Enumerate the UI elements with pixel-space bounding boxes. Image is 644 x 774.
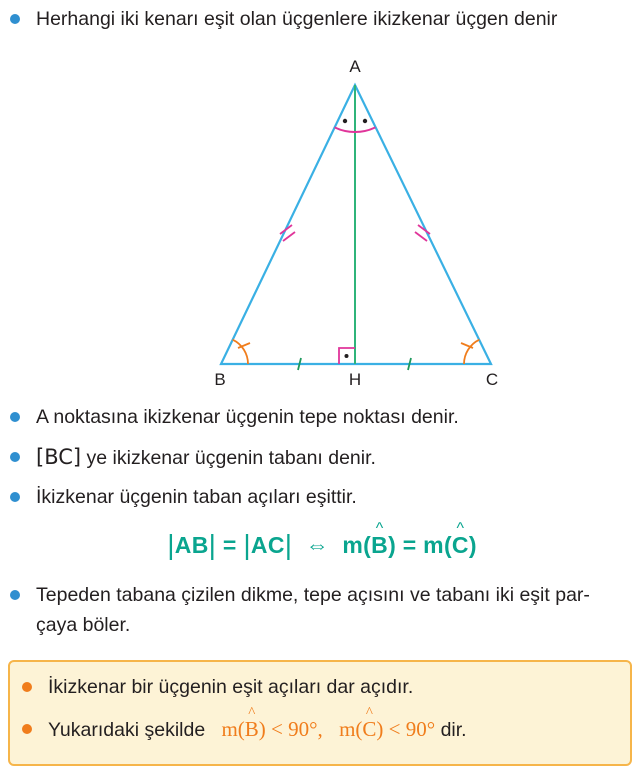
fact-altitude-text: [36, 580, 640, 640]
bullet-dot: [22, 682, 32, 692]
bullet-dot: [10, 452, 20, 462]
note-line-1-text: İkizkenar bir üçgenin eşit açıları dar açıdır.: [48, 676, 414, 698]
segment-ac: AC: [250, 532, 285, 558]
measure-m: m: [221, 717, 238, 741]
note-suffix: dir.: [435, 719, 467, 741]
angle-b-letter: B: [371, 532, 389, 558]
measure-m: m: [342, 532, 364, 558]
hat-symbol: ^: [456, 520, 465, 537]
note-line-1: [22, 672, 622, 702]
fact-altitude-line2: çaya böler.: [36, 614, 131, 636]
angle-c-arc: [464, 340, 479, 364]
angle-b-arc: [233, 340, 248, 364]
abs-bar: |: [167, 529, 175, 560]
fact-base-angles-text: İkizkenar üçgenin taban açıları eşittir.: [36, 486, 357, 508]
apex-angle-dot-right: [363, 119, 367, 123]
fact-apex-text: A noktasına ikizkenar üçgenin tepe noktası denir.: [36, 406, 459, 428]
segment-bc: [BC]: [36, 445, 82, 469]
fact-base: [10, 442, 640, 473]
hat-symbol: ^: [375, 520, 384, 537]
angle-c-inequality: [339, 705, 436, 741]
definition-text: Herhangi iki kenarı eşit olan üçgenlere ikizkenar üçgen denir: [36, 8, 558, 30]
bullet-dot: [10, 492, 20, 502]
fact-altitude: [10, 580, 640, 640]
note-line-2-prefix: Yukarıdaki şekilde: [48, 719, 206, 741]
bullet-dot: [10, 412, 20, 422]
comma: ,: [317, 717, 323, 741]
abs-bar: |: [284, 529, 293, 560]
side-ac-tick-2: [415, 232, 427, 241]
angle-b-hat: [244, 705, 259, 744]
less-than-90: < 90°: [383, 717, 436, 741]
paren-close: ): [468, 532, 477, 558]
bullet-dot: [22, 724, 32, 734]
angle-b-letter: B: [244, 717, 259, 741]
paren-close: ): [258, 717, 266, 741]
equals-sign: =: [222, 532, 237, 558]
angle-b-inequality: [221, 705, 323, 741]
foot-h-label: H: [348, 370, 362, 389]
hat-symbol: ^: [248, 705, 256, 721]
paren-close: ): [388, 532, 397, 558]
paren-open: (: [355, 717, 363, 741]
paren-open: (: [443, 532, 452, 558]
isosceles-triangle-figure: [0, 45, 644, 395]
less-than-90: < 90°: [265, 717, 318, 741]
note-box: [8, 660, 632, 766]
iff-symbol: ⇔: [305, 532, 330, 558]
angle-c-letter: C: [451, 532, 469, 558]
paren-open: (: [237, 717, 245, 741]
abs-bar: |: [208, 529, 217, 560]
measure-m: m: [339, 717, 356, 741]
angle-c-hat: [451, 520, 469, 559]
equality-formula: [0, 520, 644, 560]
equals-sign: =: [402, 532, 417, 558]
hat-symbol: ^: [365, 705, 373, 721]
bullet-dot: [10, 14, 20, 24]
measure-m: m: [423, 532, 444, 558]
fact-base-angles: [10, 482, 640, 512]
vertex-c-label: C: [485, 370, 499, 389]
fact-base-rest: ye ikizkenar üçgenin tabanı denir.: [81, 447, 376, 469]
paren-close: ): [376, 717, 384, 741]
angle-b-hat: [371, 520, 389, 559]
vertex-a-label: A: [349, 57, 361, 76]
angle-c-letter: C: [362, 717, 377, 741]
apex-angle-dot-left: [343, 119, 347, 123]
fact-altitude-line1: Tepeden tabana çizilen dikme, tepe açısını ve tabanı iki eşit par-: [36, 584, 590, 606]
note-line-2: [22, 705, 622, 745]
fact-base-text: [36, 442, 640, 473]
vertex-b-label: B: [214, 370, 226, 389]
paren-open: (: [363, 532, 372, 558]
abs-bar: |: [243, 529, 251, 560]
angle-c-hat: [362, 705, 377, 744]
fact-apex: [10, 402, 640, 432]
segment-ab: AB: [174, 532, 209, 558]
note-line-2-text: [48, 705, 622, 745]
definition-line: [10, 4, 640, 34]
bullet-dot: [10, 590, 20, 600]
right-angle-dot: [345, 354, 349, 358]
